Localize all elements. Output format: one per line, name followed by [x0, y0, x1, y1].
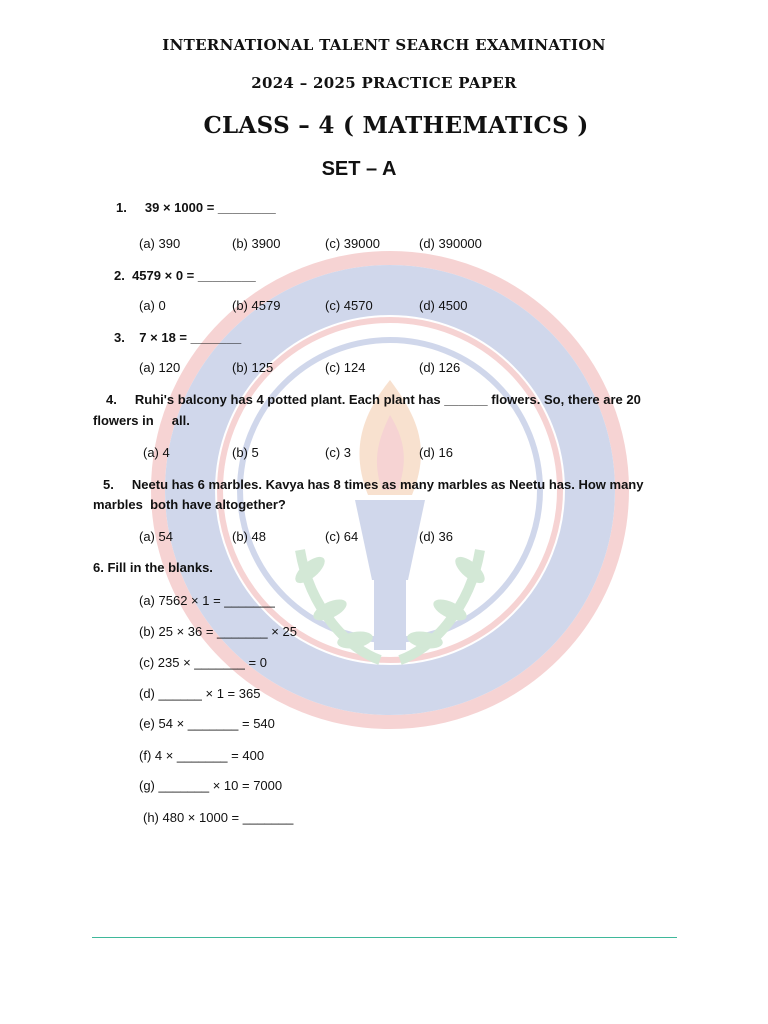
question-6-heading: 6. Fill in the blanks. [93, 560, 213, 575]
option-a: (a) 0 [139, 298, 166, 313]
exam-title: INTERNATIONAL TALENT SEARCH EXAMINATION [162, 36, 606, 54]
option-c: (c) 64 [325, 529, 359, 544]
option-d: (d) 4500 [419, 298, 468, 313]
fill-blank-item: (g) _______ × 10 = 7000 [139, 778, 283, 793]
fill-blank-item: (e) 54 × _______ = 540 [139, 716, 275, 731]
option-b: (b) 4579 [232, 298, 281, 313]
fill-blank-item: (a) 7562 × 1 = _______ [139, 593, 275, 608]
option-c: (c) 39000 [325, 236, 380, 251]
option-b: (b) 125 [232, 360, 274, 375]
option-b: (b) 5 [232, 445, 259, 460]
question-5-continued: marbles both have altogether? [93, 497, 286, 512]
option-b: (b) 3900 [232, 236, 281, 251]
option-d: (d) 36 [419, 529, 453, 544]
option-d: (d) 16 [419, 445, 453, 460]
fill-blank-item: (h) 480 × 1000 = _______ [143, 810, 294, 825]
option-c: (c) 3 [325, 445, 351, 460]
option-a: (a) 4 [143, 445, 170, 460]
question-1: 1. 39 × 1000 = ________ [116, 200, 276, 215]
option-c: (c) 4570 [325, 298, 373, 313]
set-title: SET – A [321, 158, 397, 180]
question-4-continued: flowers in all. [93, 413, 190, 428]
fill-blank-item: (b) 25 × 36 = _______ × 25 [139, 624, 297, 639]
fill-blank-item: (d) ______ × 1 = 365 [139, 686, 261, 701]
fill-blank-item: (c) 235 × _______ = 0 [139, 655, 267, 670]
fill-blank-item: (f) 4 × _______ = 400 [139, 748, 265, 763]
question-3: 3. 7 × 18 = _______ [114, 330, 242, 345]
class-subject-title: CLASS – 4 ( MATHEMATICS ) [203, 112, 589, 139]
question-4: 4. Ruhi's balcony has 4 potted plant. Each plant has ______ flowers. So, there are 20 [106, 392, 641, 407]
option-a: (a) 54 [139, 529, 173, 544]
footer-divider [92, 937, 677, 938]
paper-year-title: 2024 – 2025 PRACTICE PAPER [251, 74, 517, 92]
option-c: (c) 124 [325, 360, 366, 375]
question-2: 2. 4579 × 0 = ________ [114, 268, 256, 283]
option-d: (d) 126 [419, 360, 461, 375]
option-b: (b) 48 [232, 529, 266, 544]
option-a: (a) 120 [139, 360, 181, 375]
option-a: (a) 390 [139, 236, 181, 251]
option-d: (d) 390000 [419, 236, 482, 251]
question-5: 5. Neetu has 6 marbles. Kavya has 8 times as many marbles as Neetu has. How many [103, 477, 644, 492]
